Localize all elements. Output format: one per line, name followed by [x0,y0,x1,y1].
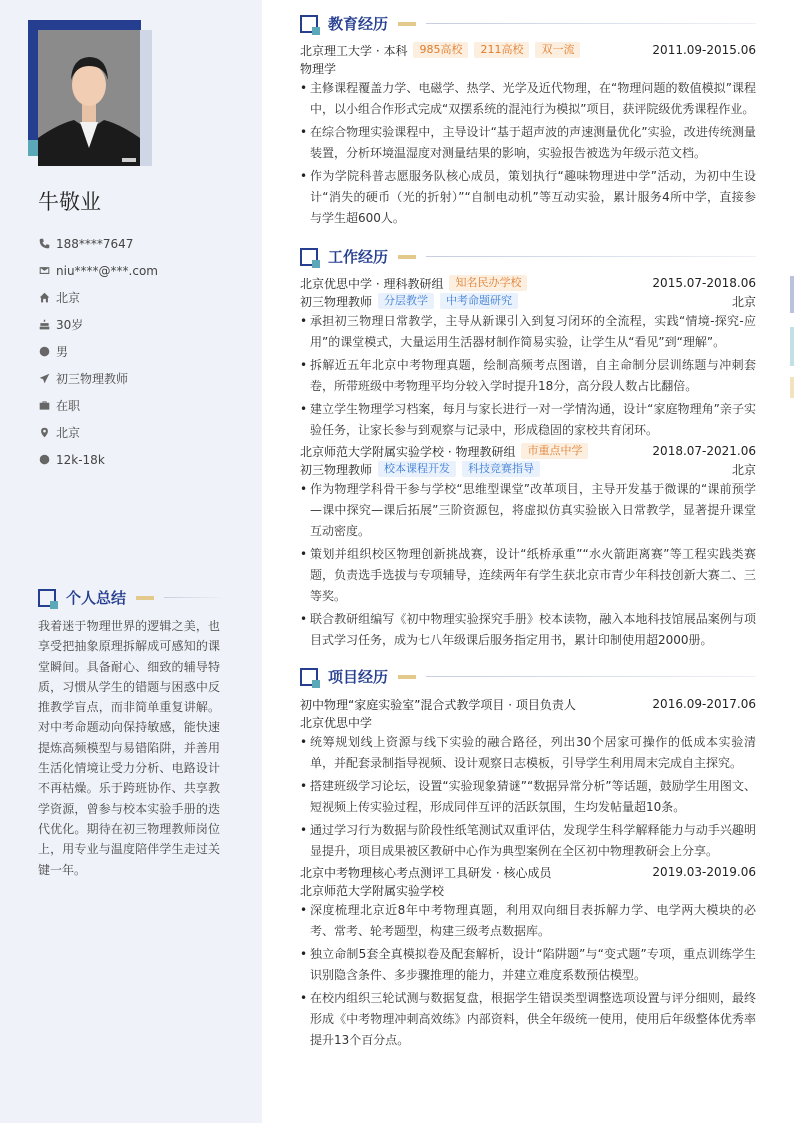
project-name: 初中物理“家庭实验室”混合式教学项目 · 项目负责人 [300,697,576,712]
section-square-icon [38,589,56,607]
project-org: 北京师范大学附属实验学校 [300,883,445,898]
list-item: • 拆解近五年北京中考物理真题，绘制高频考点图谱，自主命制分层训练题与冲刺套卷，所带班级中考物理平均分较入学时提升18分，高分段人数占比翻倍。 [300,355,756,397]
project-bullets [300,732,756,862]
info-age [38,311,248,338]
list-item: • 搭建班级学习论坛，设置“实验现象猜谜”“数据异常分析”等话题，鼓励学生用图文、短视频上传实验过程，形成同伴互评的活跃氛围，生均发帖量超10条。 [300,776,756,818]
list-item: • 作为学院科普志愿服务队核心成员，策划执行“趣味物理进中学”活动，为初中生设计“消失的硬币（光的折射）”“自制电动机”等互动实验，累计服务4所中学，直接参与学生超600人。 [300,166,756,229]
salary-text: 12k-18k [56,452,105,467]
work-date: 2018.07-2021.06 [652,444,756,458]
school-tag: 双一流 [535,42,580,58]
send-icon [38,373,50,385]
list-item: • 主修课程覆盖力学、电磁学、热学、光学及近代物理，在“物理问题的数值模拟”课程中，以小组合作形式完成“双摆系统的混沌行为模拟”项目，获评院级优秀课程作业。 [300,78,756,120]
sidebar [0,0,262,1123]
info-home [38,284,248,311]
role-tag: 校本课程开发 [378,461,456,477]
summary-section-title: 个人总结 [38,587,222,608]
education-bullets [300,78,756,229]
phone-icon [38,238,50,250]
section-square-icon [300,15,318,33]
candidate-name: 牛敬业 [38,190,101,214]
school-name: 北京理工大学 · 本科 [300,43,408,58]
email-text: niu****@***.com [56,263,158,278]
location-text: 北京 [56,426,81,440]
info-location [38,419,248,446]
org-name: 北京师范大学附属实验学校 · 物理教研组 [300,444,516,459]
org-name: 北京优思中学 · 理科教研组 [300,276,444,291]
briefcase-icon [38,400,50,412]
education-date: 2011.09-2015.06 [652,43,756,57]
project-name: 北京中考物理核心考点测评工具研发 · 核心成员 [300,865,552,880]
school-tag: 985高校 [413,42,468,58]
home-text: 北京 [56,291,81,305]
project-entry-1 [300,695,756,864]
projects-section-title: 项目经历 [300,666,756,687]
role-tag: 科技竞赛指导 [462,461,540,477]
list-item: • 统筹规划线上资源与线下实验的融合路径，列出30个居家可操作的低成本实验清单，并配套录制指导视频、设计观察日志模板，引导学生利用周末完成自主探究。 [300,732,756,774]
project-date: 2019.03-2019.06 [652,865,756,879]
gender-icon [38,346,50,358]
list-item: • 联合教研组编写《初中物理实验探究手册》校本读物，融入本地科技馆展品案例与项目式学习任务，成为七八年级课后服务指定用书，累计印制使用超2000册。 [300,609,756,651]
list-item: • 在校内组织三轮试测与数据复盘，根据学生错误类型调整选项设置与评分细则，最终形成《中考物理冲刺高效练》内部资料，供全年级统一使用，使用后年级整体优秀率提升13个百分点。 [300,988,756,1051]
work-bullets [300,311,756,441]
info-position [38,365,248,392]
work-section-title: 工作经历 [300,246,756,267]
education-section-title: 教育经历 [300,13,756,34]
role-tag: 中考命题研究 [440,293,518,309]
email-icon [38,265,50,277]
list-item: • 策划并组织校区物理创新挑战赛，设计“纸桥承重”“水火箭距离赛”等工程实践类赛题，负责选手选拔与专项辅导，连续两年有学生获北京市青少年科技创新大赛二、三等奖。 [300,544,756,607]
work-bullets [300,479,756,651]
org-tag: 知名民办学校 [449,275,527,291]
work-city: 北京 [731,462,756,477]
section-square-icon [300,668,318,686]
info-status [38,392,248,419]
contact-info [38,230,248,473]
project-bullets [300,900,756,1051]
summary-text: 我着迷于物理世界的逻辑之美，也享受把抽象原理拆解成可感知的课堂瞬间。具备耐心、细致的辅导特质，习惯从学生的错题与困惑中反推教学盲点，而非简单重复讲解。对中考命题动向保持敏感，能快速提炼高频模型与易错陷阱，并善用生活化情境让受力分析、电路设计不再枯燥。乐于跨班协作、共享教学资源，曾参与校本实验手册的迭代优化。期待在初三物理教师岗位上，用专业与温度陪伴学生走过关键一年。 [38,619,220,877]
avatar [38,30,140,166]
work-entry-1 [300,274,756,443]
info-salary [38,446,248,473]
info-phone [38,230,248,257]
gender-text: 男 [56,345,69,359]
project-org: 北京优思中学 [300,715,373,730]
status-text: 在职 [56,399,81,413]
cake-icon [38,319,50,331]
list-item: • 承担初三物理日常教学，主导从新课引入到复习闭环的全流程，实践“情境-探究-应用”的课堂模式，大量运用生活器材制作简易实验，让学生从“看见”到“理解”。 [300,311,756,353]
home-icon [38,292,50,304]
role: 初三物理教师 [300,462,373,477]
position-text: 初三物理教师 [56,372,129,386]
list-item: • 在综合物理实验课程中，主导设计“基于超声波的声速测量优化”实验，改进传统测量装置，分析环境温湿度对测量结果的影响，实验报告被选为年级示范文档。 [300,122,756,164]
work-city: 北京 [731,294,756,309]
section-square-icon [300,248,318,266]
list-item: • 建立学生物理学习档案，每月与家长进行一对一学情沟通，设计“家庭物理角”亲子实验任务，让家长参与到观察与记录中，形成稳固的家校共育闭环。 [300,399,756,441]
list-item: • 通过学习行为数据与阶段性纸笔测试双重评估，发现学生科学解释能力与动手兴趣明显提升，项目成果被区教研中心作为典型案例在全区初中物理教研会上分享。 [300,820,756,862]
project-date: 2016.09-2017.06 [652,697,756,711]
major: 物理学 [300,61,337,76]
info-gender [38,338,248,365]
age-text: 30岁 [56,318,84,332]
school-tag: 211高校 [474,42,529,58]
phone-text: 188****7647 [56,236,134,251]
org-tag: 市重点中学 [521,443,588,459]
work-date: 2015.07-2018.06 [652,276,756,290]
profile-photo-frame [28,20,152,166]
location-icon [38,427,50,439]
role-tag: 分层教学 [378,293,434,309]
education-entry [300,41,756,231]
list-item: • 深度梳理北京近8年中考物理真题，利用双向细目表拆解力学、电学两大模块的必考、常考、轮考题型，构建三级考点数据库。 [300,900,756,942]
salary-icon [38,454,50,466]
info-email [38,257,248,284]
list-item: • 作为物理学科骨干参与学校“思维型课堂”改革项目，主导开发基于微课的“课前预学—课中探究—课后拓展”三阶资源包，将虚拟仿真实验嵌入日常教学，显著提升课堂互动密度。 [300,479,756,542]
list-item: • 独立命制5套全真模拟卷及配套解析，设计“陷阱题”与“变式题”专项，重点训练学生识别隐含条件、多步骤推理的能力，并建立难度系数预估模型。 [300,944,756,986]
project-entry-2 [300,863,756,1053]
work-entry-2 [300,442,756,653]
role: 初三物理教师 [300,294,373,309]
